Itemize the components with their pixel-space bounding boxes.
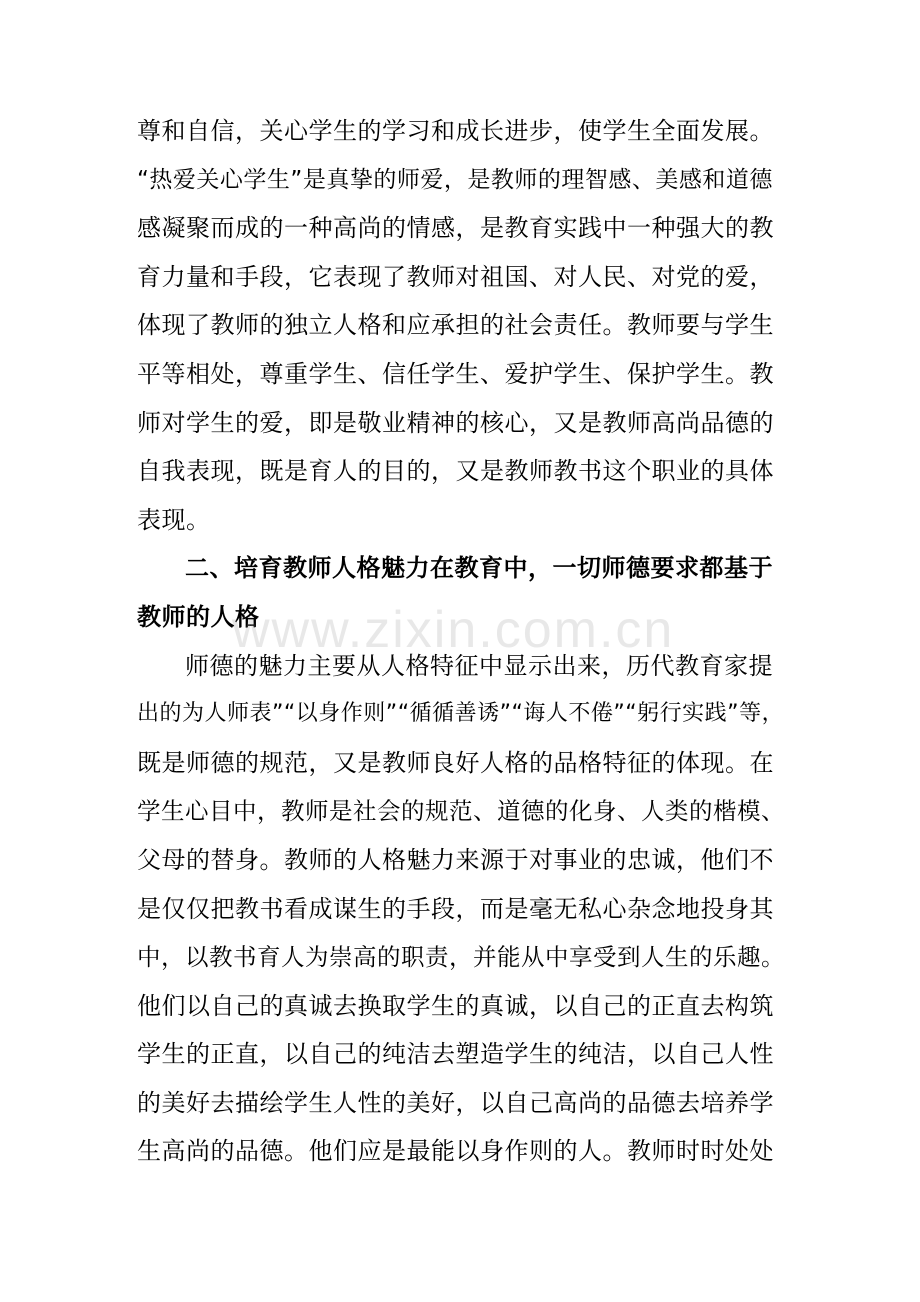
- section-heading-line: 二、培育教师人格魅力在教育中，一切师德要求都基于: [185, 554, 773, 583]
- paragraph-line: “热爱关心学生”是真挚的师爱，是教师的理智感、美感和道德: [137, 166, 773, 193]
- paragraph-line: 平等相处，尊重学生、信任学生、爱护学生、保护学生。教: [137, 359, 774, 388]
- paragraph-line: 是仅仅把教书看成谋生的手段，而是毫无私心杂念地投身其: [137, 894, 774, 923]
- paragraph-line: 他们以自己的真诚去换取学生的真诚，以自己的正直去构筑: [137, 991, 774, 1020]
- watermark: www.zixin.com.cn: [232, 601, 675, 659]
- paragraph-line: 出的为人师表”“以身作则”“循循善诱”“诲人不倦”“躬行实践”等，: [137, 701, 785, 727]
- section-heading-line: 教师的人格: [137, 602, 260, 631]
- paragraph-line: 学生心目中，教师是社会的规范、道德的化身、人类的楷模、: [137, 797, 785, 826]
- paragraph-line: 师德的魅力主要从人格特征中显示出来，历代教育家提: [185, 651, 773, 680]
- paragraph-line: 师对学生的爱，即是敬业精神的核心，又是教师高尚品德的: [137, 408, 774, 437]
- paragraph-line: 自我表现，既是育人的目的，又是教师教书这个职业的具体: [137, 457, 774, 486]
- document-body: [137, 107, 785, 1176]
- paragraph-line: 尊和自信，关心学生的学习和成长进步，使学生全面发展。: [137, 117, 774, 145]
- paragraph-line: 既是师德的规范，又是教师良好人格的品格特征的体现。在: [137, 748, 774, 777]
- paragraph-line: 感凝聚而成的一种高尚的情感，是教育实践中一种强大的教: [137, 214, 774, 243]
- paragraph-line: 生高尚的品德。他们应是最能以身作则的人。教师时时处处: [137, 1137, 774, 1166]
- paragraph-line: 育力量和手段，它表现了教师对祖国、对人民、对党的爱，: [137, 262, 774, 291]
- paragraph-line: 体现了教师的独立人格和应承担的社会责任。教师要与学生: [137, 311, 774, 340]
- paragraph-line: 学生的正直，以自己的纯洁去塑造学生的纯洁，以自己人性: [137, 1040, 774, 1069]
- paragraph-line: 的美好去描绘学生人性的美好，以自己高尚的品德去培养学: [137, 1088, 774, 1117]
- paragraph-line: 父母的替身。教师的人格魅力来源于对事业的忠诚，他们不: [137, 845, 774, 874]
- paragraph-line: 中，以教书育人为崇高的职责，并能从中享受到人生的乐趣。: [137, 943, 785, 972]
- paragraph-line: 表现。: [137, 505, 211, 534]
